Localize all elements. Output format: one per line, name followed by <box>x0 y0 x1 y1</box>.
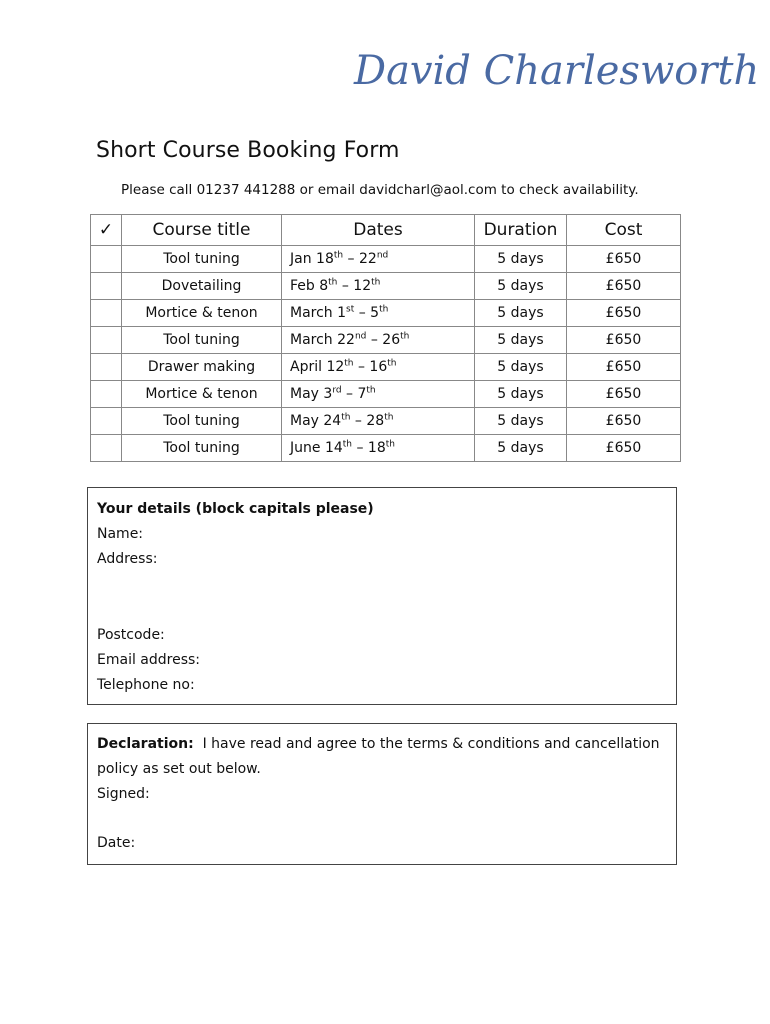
select-course-checkbox[interactable] <box>91 381 122 408</box>
course-duration-cell: 5 days <box>475 273 567 300</box>
course-title-cell: Tool tuning <box>122 435 282 462</box>
dates-header: Dates <box>282 215 475 246</box>
select-course-checkbox[interactable] <box>91 246 122 273</box>
end-date-suffix: th <box>371 277 381 288</box>
telephone-field[interactable]: Telephone no: <box>97 677 195 693</box>
course-row <box>91 408 681 435</box>
end-date: 5 <box>370 305 380 321</box>
course-cost-cell: £650 <box>567 435 681 462</box>
course-row <box>91 246 681 273</box>
end-date-suffix: th <box>384 412 394 423</box>
start-date-suffix: th <box>333 250 344 261</box>
start-date-suffix: th <box>328 277 338 288</box>
date-separator: – <box>352 440 368 456</box>
date-separator: – <box>366 332 383 348</box>
details-heading: Your details (block capitals please) <box>97 501 374 517</box>
signature-space[interactable] <box>97 807 667 831</box>
select-course-checkbox[interactable] <box>91 273 122 300</box>
end-date: 28 <box>366 413 385 429</box>
course-title-cell: Mortice & tenon <box>122 300 282 327</box>
end-date-suffix: th <box>400 331 410 342</box>
course-title-cell: Mortice & tenon <box>122 381 282 408</box>
select-course-checkbox[interactable] <box>91 300 122 327</box>
declaration-box <box>87 723 677 865</box>
course-title-cell: Drawer making <box>122 354 282 381</box>
course-dates-cell <box>282 354 475 381</box>
end-date: 22 <box>359 251 377 267</box>
start-date: Jan 18 <box>290 251 334 267</box>
course-cost-cell: £650 <box>567 246 681 273</box>
check-column-header: ✓ <box>91 215 122 246</box>
select-course-checkbox[interactable] <box>91 435 122 462</box>
start-date-suffix: rd <box>332 385 342 396</box>
course-row <box>91 300 681 327</box>
course-cost-cell: £650 <box>567 273 681 300</box>
start-date-suffix: th <box>341 412 351 423</box>
course-row <box>91 435 681 462</box>
select-course-checkbox[interactable] <box>91 327 122 354</box>
course-row <box>91 273 681 300</box>
course-duration-cell: 5 days <box>475 300 567 327</box>
date-separator: – <box>343 251 359 267</box>
course-dates-cell <box>282 273 475 300</box>
date-separator: – <box>354 305 371 321</box>
david-charlesworth-logo <box>350 38 760 98</box>
course-row <box>91 327 681 354</box>
course-duration-cell: 5 days <box>475 381 567 408</box>
select-course-checkbox[interactable] <box>91 354 122 381</box>
table-header-row <box>91 215 681 246</box>
date-separator: – <box>353 359 370 375</box>
duration-header: Duration <box>475 215 567 246</box>
end-date: 16 <box>369 359 388 375</box>
course-duration-cell: 5 days <box>475 354 567 381</box>
date-separator: – <box>337 278 354 294</box>
address-space[interactable] <box>97 572 667 623</box>
course-cost-cell: £650 <box>567 381 681 408</box>
start-date: June 14 <box>290 440 343 456</box>
course-dates-cell <box>282 300 475 327</box>
end-date: 12 <box>353 278 372 294</box>
course-duration-cell: 5 days <box>475 435 567 462</box>
course-cost-cell: £650 <box>567 354 681 381</box>
end-date-suffix: th <box>379 304 389 315</box>
declaration-label: Declaration: <box>97 736 194 752</box>
start-date-suffix: st <box>346 304 355 315</box>
course-dates-cell <box>282 327 475 354</box>
start-date: March 1 <box>290 305 347 321</box>
course-row <box>91 354 681 381</box>
end-date-suffix: th <box>387 358 397 369</box>
course-cost-cell: £650 <box>567 300 681 327</box>
start-date: May 3 <box>290 386 333 402</box>
course-cost-cell: £650 <box>567 408 681 435</box>
date-separator: – <box>341 386 358 402</box>
end-date-suffix: th <box>385 439 395 450</box>
postcode-field[interactable]: Postcode: <box>97 627 165 643</box>
course-duration-cell: 5 days <box>475 408 567 435</box>
cost-header: Cost <box>567 215 681 246</box>
address-field[interactable]: Address: <box>97 551 158 567</box>
logo-text: David Charlesworth <box>354 48 760 94</box>
course-cost-cell: £650 <box>567 327 681 354</box>
date-field[interactable]: Date: <box>97 835 136 851</box>
course-dates-cell <box>282 435 475 462</box>
start-date-suffix: th <box>344 358 354 369</box>
course-dates-cell <box>282 381 475 408</box>
email-address-field[interactable]: Email address: <box>97 652 201 668</box>
end-date: 7 <box>357 386 367 402</box>
course-duration-cell: 5 days <box>475 246 567 273</box>
end-date-suffix: nd <box>376 250 389 261</box>
course-title-cell: Tool tuning <box>122 246 282 273</box>
start-date-suffix: th <box>342 439 352 450</box>
course-dates-cell <box>282 408 475 435</box>
course-title-cell: Tool tuning <box>122 408 282 435</box>
declaration-text: I have read and agree to the terms & conditions and cancellation policy as set out below. <box>97 736 660 777</box>
end-date-suffix: th <box>366 385 376 396</box>
course-title-header: Course title <box>122 215 282 246</box>
declaration-paragraph <box>97 732 667 782</box>
start-date: March 22 <box>290 332 355 348</box>
contact-line: Please call 01237 441288 or email davidcharl@aol.com to check availability. <box>121 182 639 198</box>
date-separator: – <box>350 413 367 429</box>
signed-field[interactable]: Signed: <box>97 786 150 802</box>
start-date: April 12 <box>290 359 345 375</box>
course-duration-cell: 5 days <box>475 327 567 354</box>
end-date: 18 <box>367 440 386 456</box>
start-date: Feb 8 <box>290 278 329 294</box>
course-title-cell: Dovetailing <box>122 273 282 300</box>
select-course-checkbox[interactable] <box>91 408 122 435</box>
start-date-suffix: nd <box>354 331 367 342</box>
course-dates-cell <box>282 246 475 273</box>
course-table <box>90 214 681 462</box>
form-title: Short Course Booking Form <box>96 138 400 163</box>
name-field[interactable]: Name: <box>97 526 144 542</box>
your-details-box <box>87 487 677 705</box>
course-title-cell: Tool tuning <box>122 327 282 354</box>
course-row <box>91 381 681 408</box>
end-date: 26 <box>382 332 401 348</box>
start-date: May 24 <box>290 413 342 429</box>
